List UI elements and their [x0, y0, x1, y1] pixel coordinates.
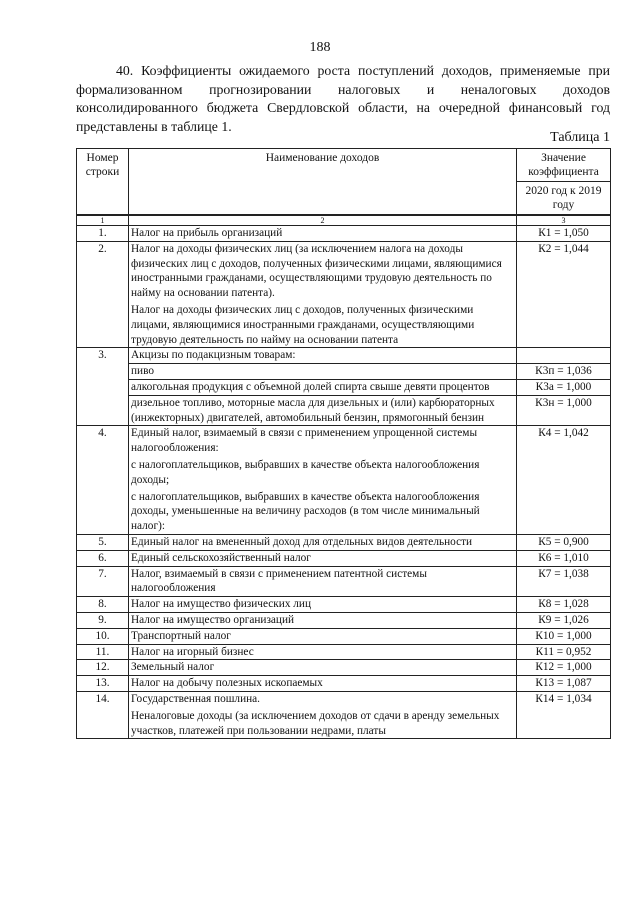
table-row [77, 226, 611, 242]
row-income-name-part: с налогоплательщиков, выбравших в качестве объекта налогообложения доходы, уменьшенные на величину расходов (в том числе минимальный налог): [131, 490, 480, 533]
row-income-name: Акцизы по подакцизным товарам: [129, 348, 517, 364]
row-income-name: Налог, взимаемый в связи с применением патентной системы налогообложения [129, 566, 517, 597]
row-coefficient: К10 = 1,000 [517, 628, 611, 644]
header-coef-value: Значение коэффициента [517, 149, 611, 182]
row-coefficient: К3н = 1,000 [517, 395, 611, 426]
row-coefficient: К1 = 1,050 [517, 226, 611, 242]
row-coefficient [517, 348, 611, 364]
row-income-name-part: с налогоплательщиков, выбравших в качестве объекта налогообложения доходы; [131, 458, 480, 486]
table-row [77, 676, 611, 692]
table-row [77, 348, 611, 364]
row-number: 9. [77, 612, 129, 628]
row-number: 4. [77, 426, 129, 535]
row-number: 6. [77, 550, 129, 566]
row-coefficient: К3п = 1,036 [517, 364, 611, 380]
header-year-comparison: 2020 год к 2019 году [517, 182, 611, 216]
row-coefficient: К11 = 0,952 [517, 644, 611, 660]
row-income-name: Налог на прибыль организаций [129, 226, 517, 242]
row-number: 11. [77, 644, 129, 660]
intro-paragraph: 40. Коэффициенты ожидаемого роста поступлений доходов, применяемые при формализованном прогнозировании налоговых и неналоговых доходов консолидированного бюджета Свердловской области, на очередной финансовый год представлены в таблице 1. [76, 63, 610, 134]
row-income-name: Единый налог на вмененный доход для отдельных видов деятельности [129, 534, 517, 550]
coefficients-table [76, 148, 611, 739]
row-income-name-part: Налог на доходы физических лиц (за исключением налога на доходы физических лиц с доходов, полученных физическими лицами, являющимися иностранными гражданами, осуществляющими трудовую деятельность по найму на основании патента). [131, 242, 502, 300]
row-income-name [129, 691, 517, 738]
row-coefficient: К3а = 1,000 [517, 379, 611, 395]
row-income-name: Налог на игорный бизнес [129, 644, 517, 660]
row-number: 7. [77, 566, 129, 597]
header-income-name: Наименование доходов [129, 149, 517, 216]
row-income-name: Налог на имущество физических лиц [129, 597, 517, 613]
row-income-name: Транспортный налог [129, 628, 517, 644]
column-number: 3 [517, 215, 611, 226]
row-coefficient: К7 = 1,038 [517, 566, 611, 597]
row-coefficient: К14 = 1,034 [517, 691, 611, 738]
row-coefficient: К4 = 1,042 [517, 426, 611, 535]
row-coefficient: К9 = 1,026 [517, 612, 611, 628]
row-number: 10. [77, 628, 129, 644]
row-coefficient: К2 = 1,044 [517, 241, 611, 348]
table-row [77, 379, 611, 395]
column-number-row [77, 215, 611, 226]
row-number: 3. [77, 348, 129, 426]
row-number: 5. [77, 534, 129, 550]
row-income-name: Налог на имущество организаций [129, 612, 517, 628]
row-number: 1. [77, 226, 129, 242]
table-row [77, 426, 611, 535]
row-income-name [129, 426, 517, 535]
page-number: 188 [309, 40, 331, 55]
row-income-name: Земельный налог [129, 660, 517, 676]
table-row [77, 534, 611, 550]
table-row [77, 691, 611, 738]
row-income-name: пиво [129, 364, 517, 380]
table-row [77, 241, 611, 348]
table-row [77, 550, 611, 566]
row-number: 2. [77, 241, 129, 348]
table-row [77, 644, 611, 660]
row-number: 13. [77, 676, 129, 692]
row-income-name-part: Единый налог, взимаемый в связи с применением упрощенной системы налогообложения: [131, 427, 478, 455]
table-row [77, 660, 611, 676]
row-number: 8. [77, 597, 129, 613]
column-number: 2 [129, 215, 517, 226]
header-row-number: Номер строки [77, 149, 129, 216]
row-income-name: Налог на добычу полезных ископаемых [129, 676, 517, 692]
row-coefficient: К12 = 1,000 [517, 660, 611, 676]
table-row [77, 395, 611, 426]
row-income-name-part: Государственная пошлина. [131, 692, 260, 705]
column-number: 1 [77, 215, 129, 226]
row-coefficient: К6 = 1,010 [517, 550, 611, 566]
row-number: 12. [77, 660, 129, 676]
table-row [77, 628, 611, 644]
row-income-name-part: Налог на доходы физических лиц с доходов, полученных физическими лицами, являющимися иностранными гражданами, осуществляющими трудовую деятельность по найму на основании патента [131, 303, 475, 346]
row-number: 14. [77, 691, 129, 738]
table-row [77, 612, 611, 628]
table-row [77, 597, 611, 613]
table-row [77, 364, 611, 380]
row-coefficient: К5 = 0,900 [517, 534, 611, 550]
row-coefficient: К8 = 1,028 [517, 597, 611, 613]
row-income-name: Единый сельскохозяйственный налог [129, 550, 517, 566]
row-income-name: алкогольная продукция с объемной долей спирта свыше девяти процентов [129, 379, 517, 395]
row-income-name [129, 241, 517, 348]
row-income-name-part: Неналоговые доходы (за исключением доходов от сдачи в аренду земельных участков, платежей при пользовании недрами, платы [131, 709, 500, 737]
table-caption: Таблица 1 [550, 130, 610, 145]
row-income-name: дизельное топливо, моторные масла для дизельных и (или) карбюраторных (инжекторных) двигателей, автомобильный бензин, прямогонный бензин [129, 395, 517, 426]
table-row [77, 566, 611, 597]
row-coefficient: К13 = 1,087 [517, 676, 611, 692]
table-header-row [77, 149, 611, 182]
